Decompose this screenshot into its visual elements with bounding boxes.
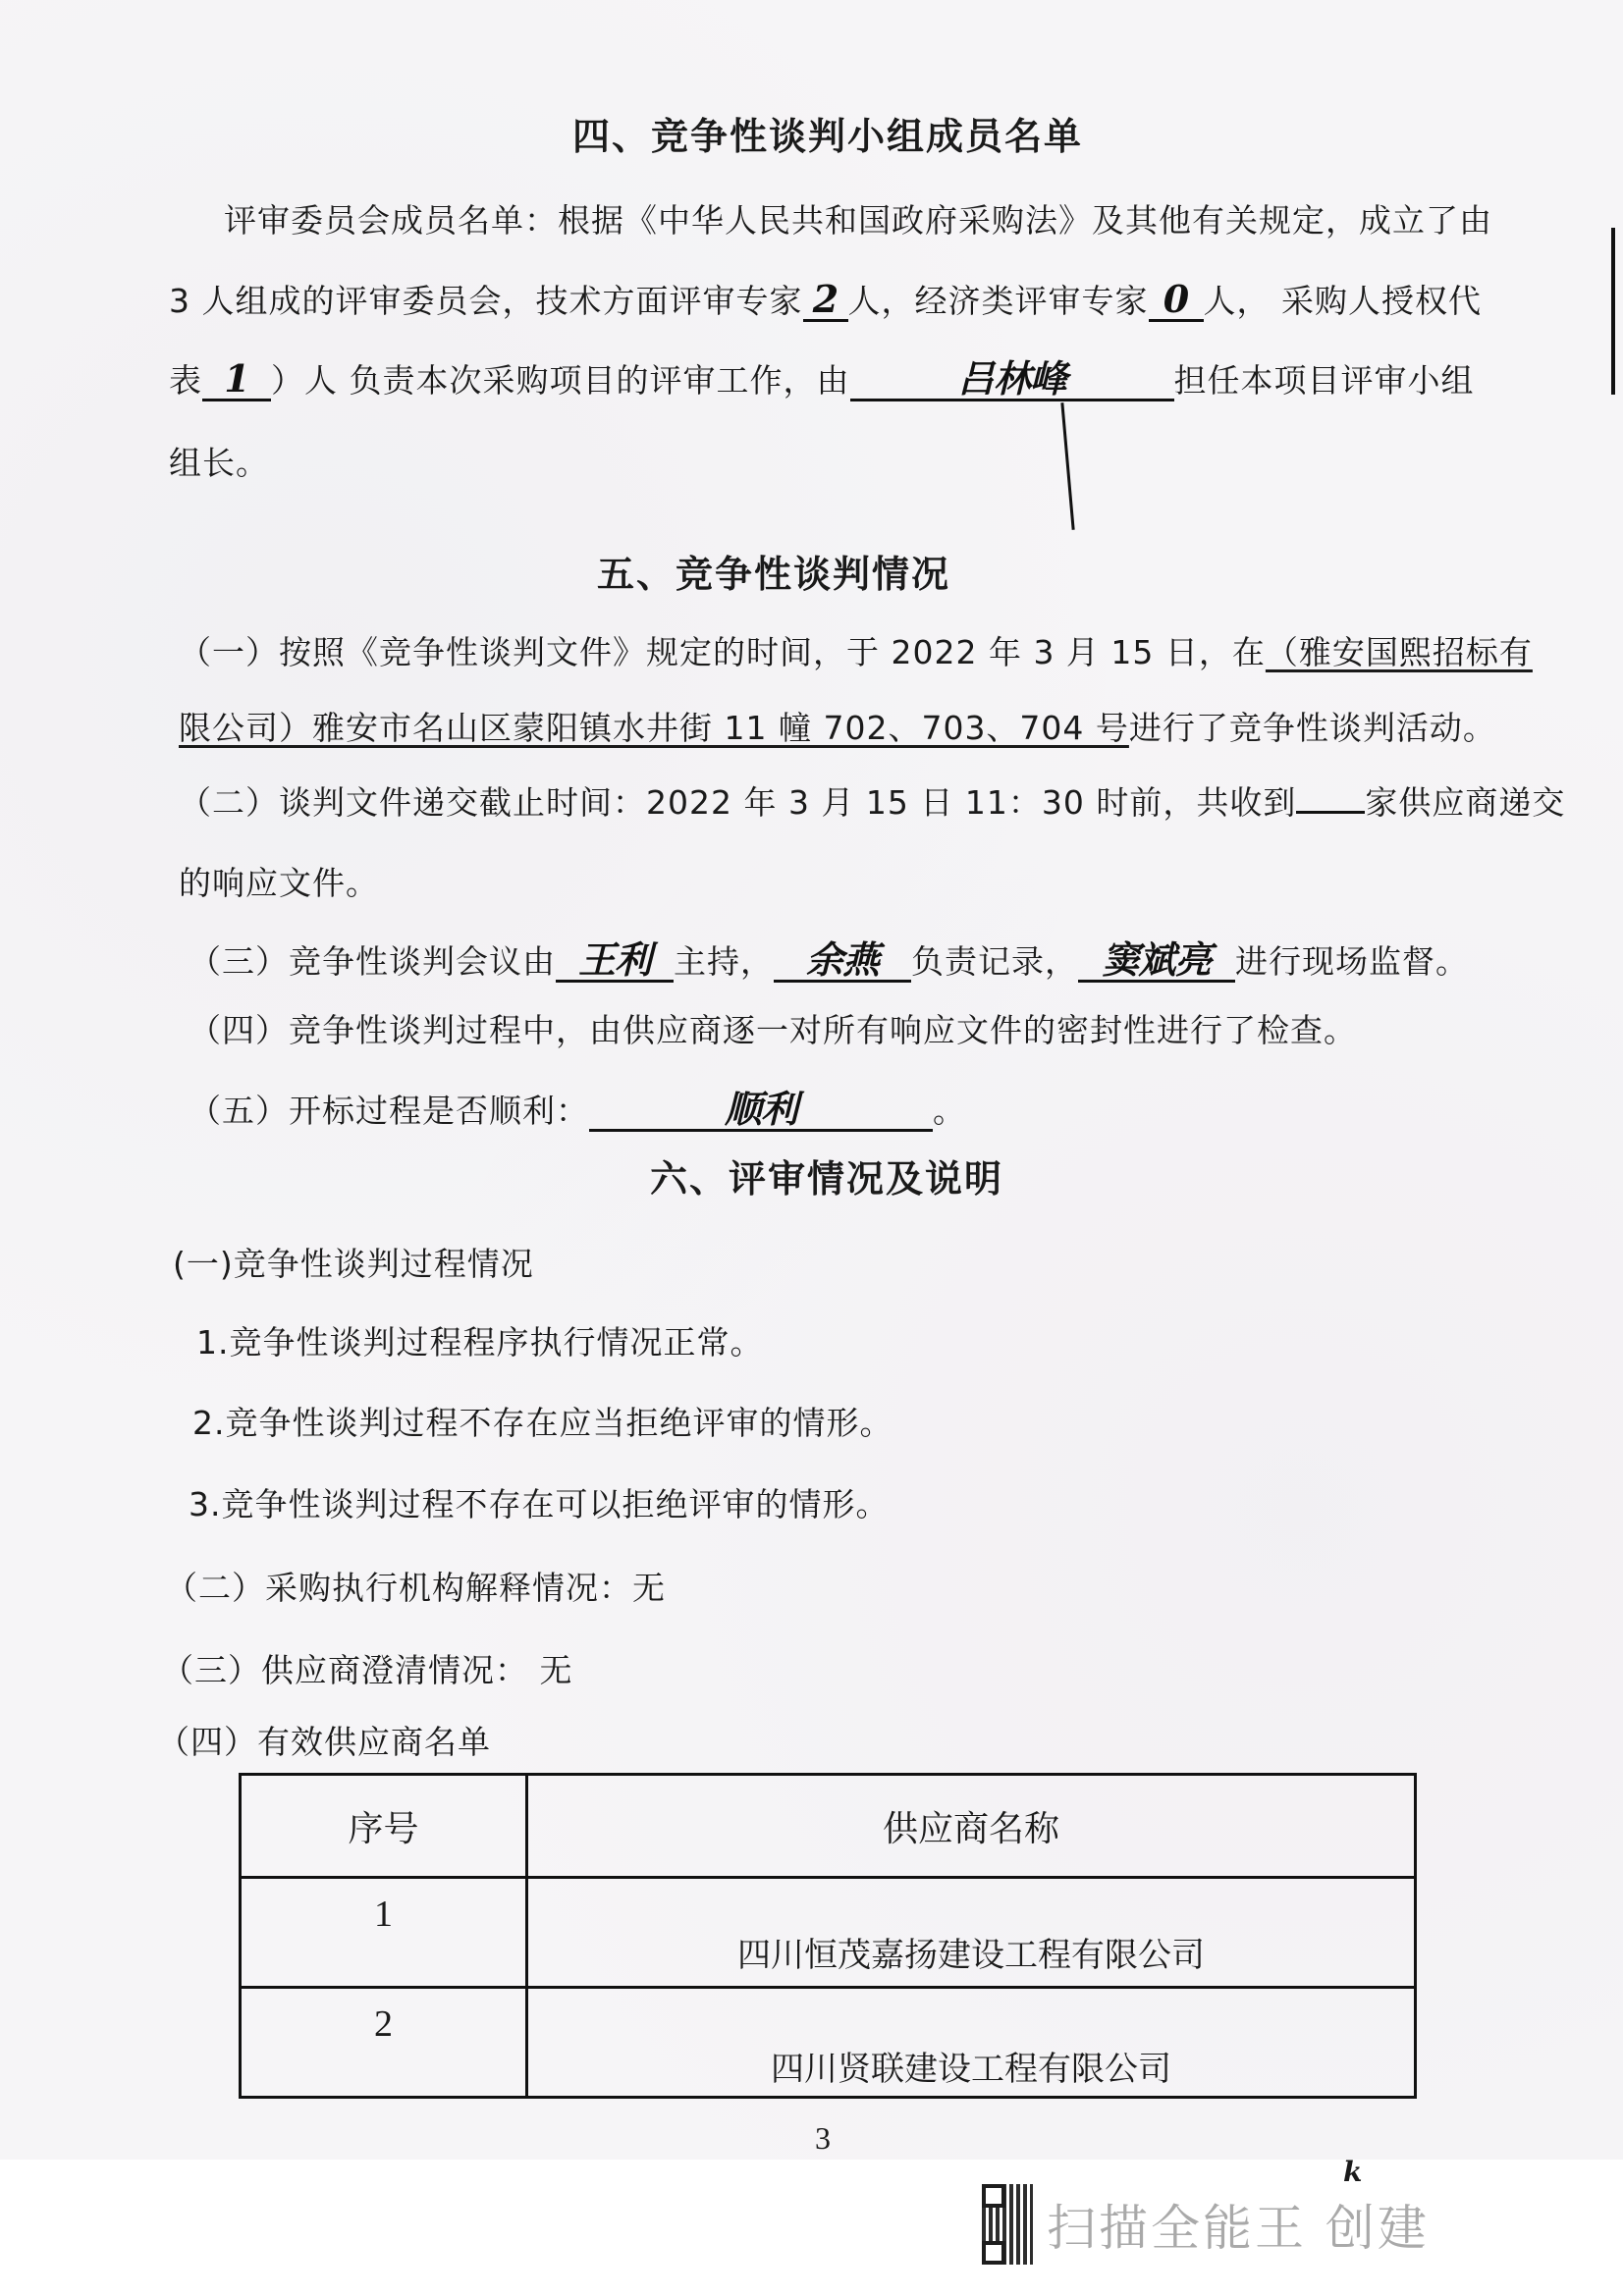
text: （五）开标过程是否顺利：: [189, 1092, 589, 1130]
cell-no: 2: [241, 1988, 527, 2098]
supplier-count-blank: [1296, 781, 1365, 814]
text: 担任本项目评审小组: [1173, 361, 1475, 400]
section6-sub3: （三）供应商澄清情况： 无: [161, 1651, 573, 1689]
text: 人， 采购人授权代: [1203, 282, 1482, 320]
section6-sub4: （四）有效供应商名单: [157, 1723, 491, 1761]
section6-sub1-item2: 2.竞争性谈判过程不存在应当拒绝评审的情形。: [192, 1404, 893, 1442]
page-number: 3: [815, 2120, 831, 2156]
text: 主持，: [674, 942, 774, 981]
valid-supplier-table: [239, 1773, 1417, 2099]
section4-para-line2: [169, 277, 1482, 322]
text: 负责记录，: [911, 942, 1078, 981]
table-row: [241, 1878, 1416, 1988]
scanner-watermark: [982, 2184, 1430, 2265]
section6-sub1-item1: 1.竞争性谈判过程程序执行情况正常。: [196, 1323, 764, 1362]
tech-experts-count: 2: [803, 280, 848, 322]
text: 家供应商递交: [1365, 783, 1566, 822]
section5-item4: （四）竞争性谈判过程中，由供应商逐一对所有响应文件的密封性进行了检查。: [189, 1011, 1357, 1049]
header-no: 序号: [241, 1775, 527, 1878]
qr-code-icon: [982, 2184, 1033, 2265]
section5-item5: [189, 1087, 966, 1132]
watermark-text: 扫描全能王 创建: [1047, 2200, 1430, 2257]
table-row: [241, 1988, 1416, 2098]
cell-no: 1: [241, 1878, 527, 1988]
section4-para-line3: [169, 356, 1475, 401]
section4-para-line1: 评审委员会成员名单：根据《中华人民共和国政府采购法》及其他有关规定，成立了由: [224, 201, 1492, 240]
text: （一）按照《竞争性谈判文件》规定的时间，于 2022 年 3 月 15 日，在: [179, 633, 1266, 671]
section5-item1-line2: [179, 709, 1496, 748]
venue-underlined: （雅安国熙招标有: [1265, 633, 1533, 671]
header-supplier-name: 供应商名称: [527, 1775, 1416, 1878]
opening-smooth-signature: 顺利: [589, 1090, 933, 1132]
cell-supplier-name: 四川贤联建设工程有限公司: [527, 1988, 1416, 2098]
leader-signature: 吕林峰: [850, 359, 1174, 401]
buyer-reps-count: 1: [202, 359, 271, 401]
text: 进行了竞争性谈判活动。: [1128, 709, 1496, 747]
section5-item1-line1: [179, 633, 1533, 672]
section5-item3: [189, 937, 1469, 983]
venue-address-underlined: 限公司）雅安市名山区蒙阳镇水井街 11 幢 702、703、704 号: [179, 709, 1129, 747]
table-header-row: [241, 1775, 1416, 1878]
text: 。: [933, 1092, 966, 1130]
section6-title: 六、评审情况及说明: [650, 1157, 1004, 1201]
recorder-signature: 余燕: [774, 940, 911, 983]
section4-para-line4: 组长。: [169, 444, 269, 482]
host-signature: 王利: [556, 940, 674, 983]
text: 进行现场监督。: [1235, 942, 1469, 981]
text: 表: [169, 361, 202, 400]
section5-item2-line1: [179, 781, 1565, 823]
cell-supplier-name: 四川恒茂嘉扬建设工程有限公司: [527, 1878, 1416, 1988]
text: 人，经济类评审专家: [847, 282, 1149, 320]
supervisor-signature: 窦斌亮: [1078, 940, 1235, 983]
section4-title: 四、竞争性谈判小组成员名单: [572, 115, 1084, 158]
section5-item2-line2: 的响应文件。: [179, 864, 379, 902]
text: 3 人组成的评审委员会，技术方面评审专家: [169, 282, 803, 320]
text: ）人 负责本次采购项目的评审工作，由: [271, 361, 850, 400]
section6-sub1-item3: 3.竞争性谈判过程不存在可以拒绝评审的情形。: [189, 1485, 890, 1523]
text: （三）竞争性谈判会议由: [189, 942, 556, 981]
section6-sub1: (一)竞争性谈判过程情况: [173, 1245, 534, 1283]
section5-title: 五、竞争性谈判情况: [597, 553, 951, 596]
text: （二）谈判文件递交截止时间：2022 年 3 月 15 日 11：30 时前，共收到: [179, 783, 1297, 822]
econ-experts-count: 0: [1149, 280, 1204, 322]
page-edge-shadow: [1611, 228, 1615, 395]
section6-sub2: （二）采购执行机构解释情况：无: [165, 1569, 666, 1607]
stray-mark: k: [1343, 2156, 1363, 2188]
